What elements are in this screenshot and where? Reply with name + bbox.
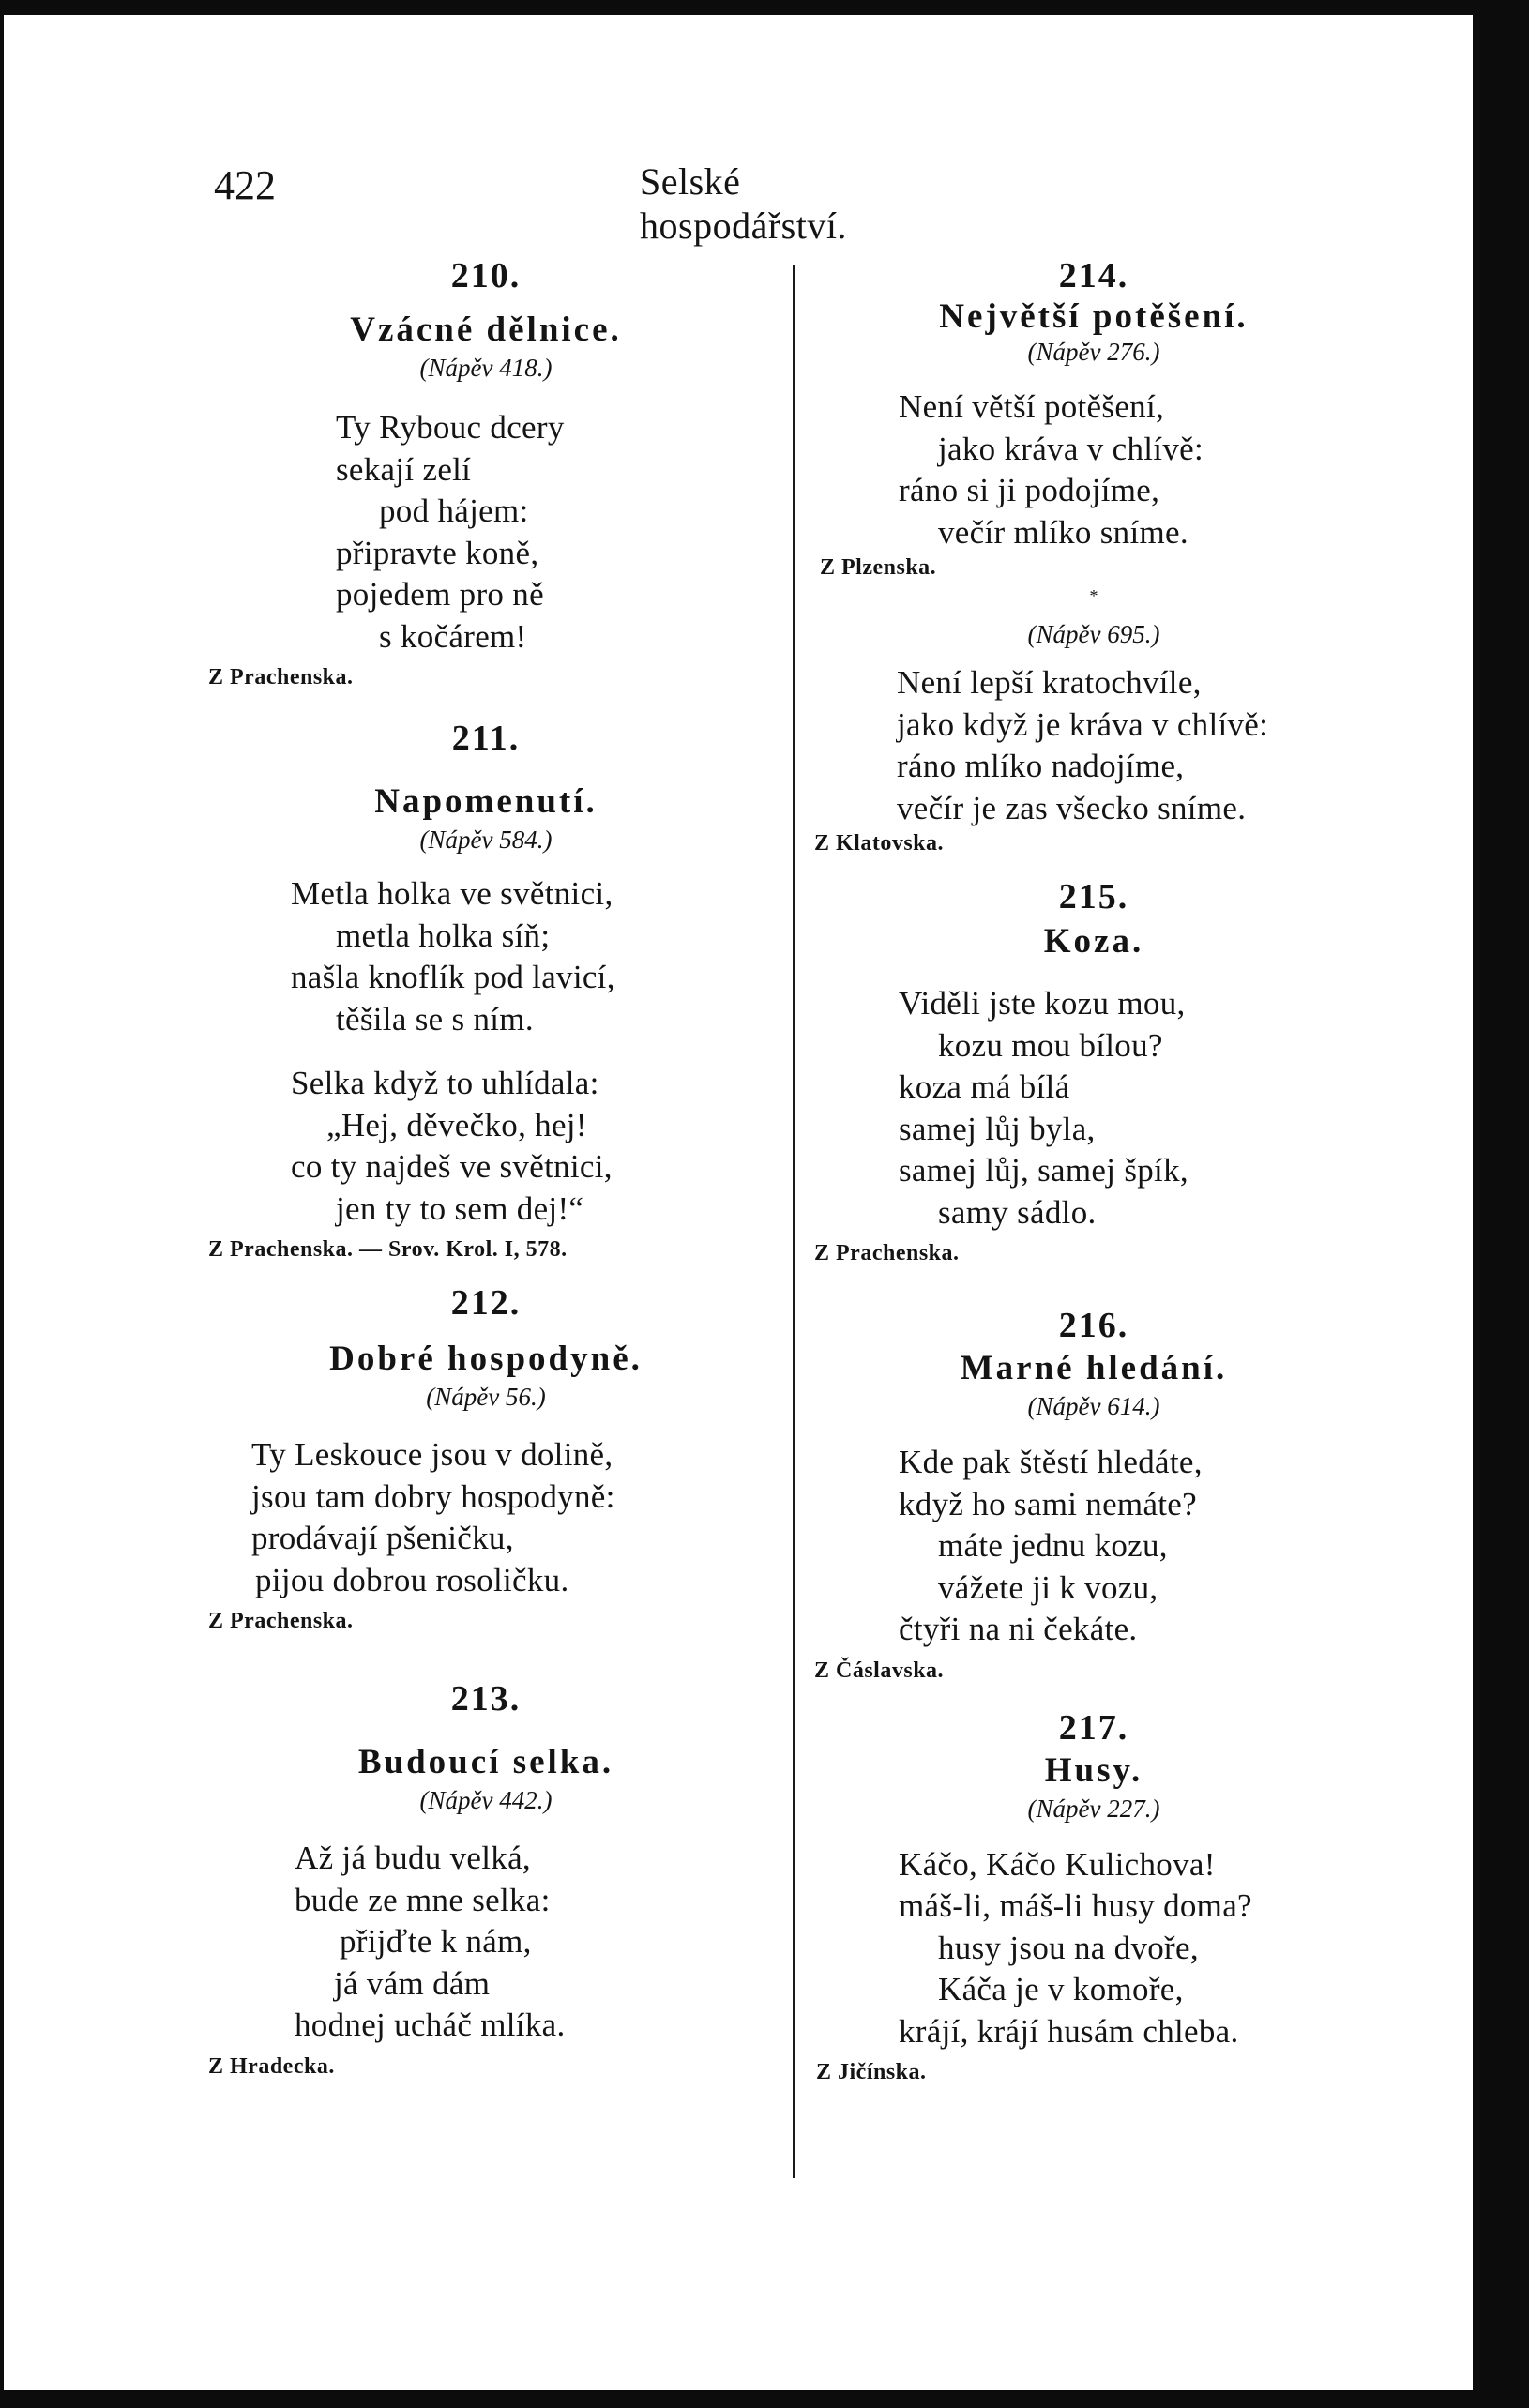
poem-213: [204, 1678, 767, 2081]
verse-line: Viděli jste kozu mou,: [899, 985, 1186, 1022]
poem-title: Vzácné dělnice.: [350, 310, 622, 349]
poem-title: Marné hledání.: [960, 1349, 1228, 1387]
poem-title: Dobré hospodyně.: [329, 1340, 643, 1378]
poem-212: [204, 1282, 767, 1635]
tune-reference: (Nápěv 614.): [1027, 1392, 1160, 1420]
verse-line: hodnej ucháč mlíka.: [295, 2007, 566, 2043]
scan-border-top: [0, 0, 1529, 15]
poem-number: 213.: [450, 1679, 522, 1719]
verse-line: s kočárem!: [379, 617, 527, 655]
tune-reference: (Nápěv 276.): [1027, 338, 1160, 366]
verse-line: pod hájem:: [379, 492, 529, 529]
source-note: Z Prachenska. — Srov. Krol. I, 578.: [208, 1237, 568, 1262]
poem-215: [812, 876, 1375, 1267]
poem-title: Husy.: [1044, 1750, 1143, 1790]
verse-line: Není větší potěšení,: [899, 388, 1165, 425]
verse-line: když ho sami nemáte?: [899, 1485, 1197, 1522]
verse-line: Metla holka ve světnici,: [291, 875, 613, 912]
verse-line: „Hej, děvečko, hej!: [326, 1106, 587, 1143]
verse-line: jako kráva v chlívě:: [938, 430, 1204, 467]
verse-line: metla holka síň;: [336, 916, 551, 954]
column-divider: [793, 265, 795, 2178]
verse: [812, 983, 1375, 1234]
source-note: Z Čáslavska.: [814, 1658, 945, 1683]
verse-line: čtyři na ni čekáte.: [899, 1611, 1138, 1647]
verse-line: našla knoflík pod lavicí,: [291, 959, 615, 995]
verse-line: Není lepší kratochvíle,: [897, 664, 1202, 701]
source-note: Z Prachenska.: [208, 1609, 354, 1633]
source-note: Z Prachenska.: [814, 1241, 960, 1265]
page-number: 422: [214, 162, 276, 208]
verse-line: jsou tam dobry hospodyně:: [251, 1477, 615, 1515]
source-note: Z Prachenska.: [208, 665, 354, 689]
verse: [812, 1844, 1375, 2053]
right-column: [812, 255, 1375, 2086]
verse-line: máte jednu kozu,: [938, 1527, 1168, 1564]
poem-210: [204, 255, 767, 691]
verse-line: pijou dobrou rosoličku.: [255, 1561, 569, 1598]
verse-line: bude ze mne selka:: [295, 1881, 551, 1918]
variant-separator: *: [1089, 586, 1098, 605]
source-note: Z Hradecka.: [208, 2053, 335, 2079]
poem-title: Napomenutí.: [374, 782, 598, 821]
verse-line: Ty Leskouce jsou v dolině,: [251, 1436, 613, 1473]
tune-reference: (Nápěv 442.): [419, 1786, 553, 1814]
left-column: [204, 255, 767, 2081]
poem-title: Koza.: [1043, 922, 1144, 961]
scan-border-bottom: [0, 2390, 1529, 2408]
verse-line: vážete ji k vozu,: [938, 1568, 1158, 1606]
verse-line: ráno mlíko nadojíme,: [897, 748, 1185, 784]
verse-line: těšila se s ním.: [336, 1000, 534, 1037]
scan-border-left: [0, 0, 4, 2408]
running-head: Selské hospodářství.: [640, 160, 847, 247]
verse-line: krájí, krájí husám chleba.: [899, 2012, 1239, 2050]
tune-reference: (Nápěv 695.): [1027, 620, 1160, 648]
verse-line: co ty najdeš ve světnici,: [291, 1148, 613, 1185]
verse-line: já vám dám: [334, 1964, 491, 2002]
verse: [204, 407, 767, 658]
poem-title: Největší potěšení.: [939, 297, 1249, 336]
poem-number: 211.: [451, 719, 521, 758]
tune-reference: (Nápěv 418.): [419, 354, 553, 382]
verse-line: večír mlíko sníme.: [938, 513, 1188, 551]
poem-title: Budoucí selka.: [357, 1743, 614, 1781]
verse-line: samej lůj byla,: [899, 1110, 1096, 1147]
source-note: Z Jičínska.: [816, 2060, 927, 2084]
verse-line: večír je zas všecko sníme.: [897, 789, 1247, 826]
verse-line: Kde pak štěstí hledáte,: [899, 1444, 1203, 1480]
verse-line: máš-li, máš-li husy doma?: [899, 1887, 1252, 1924]
tune-reference: (Nápěv 56.): [426, 1383, 546, 1411]
verse-line: Selka když to uhlídala:: [291, 1065, 599, 1101]
poem-number: 217.: [1058, 1707, 1129, 1748]
scan-border-right: [1473, 0, 1529, 2408]
verse-line: ráno si ji podojíme,: [899, 472, 1160, 508]
verse-line: Káčo, Káčo Kulichova!: [899, 1845, 1216, 1883]
poem-217: [812, 1707, 1375, 2087]
poem-216: [812, 1305, 1375, 1685]
verse: [812, 662, 1375, 829]
verse-line: prodávají pšeničku,: [251, 1520, 514, 1556]
tune-reference: (Nápěv 584.): [419, 825, 553, 854]
poem-211: [204, 718, 767, 1264]
verse: [812, 386, 1375, 553]
poem-number: 214.: [1058, 256, 1129, 295]
verse-line: přijďte k nám,: [340, 1923, 532, 1960]
verse-line: pojedem pro ně: [336, 576, 544, 613]
verse-line: kozu mou bílou?: [938, 1026, 1163, 1064]
verse: [812, 1442, 1375, 1651]
verse-line: koza má bílá: [899, 1068, 1070, 1105]
poem-number: 216.: [1058, 1306, 1129, 1345]
verse-line: samy sádlo.: [938, 1193, 1097, 1231]
source-note: Z Plzenska.: [820, 555, 937, 580]
verse: [204, 1434, 767, 1601]
poem-number: 210.: [450, 256, 522, 295]
poem-214: [812, 255, 1375, 857]
verse-line: Ty Rybouc dcery: [336, 409, 565, 446]
verse-line: připravte koně,: [336, 534, 539, 571]
tune-reference: (Nápěv 227.): [1027, 1794, 1160, 1823]
page-header: [214, 160, 946, 247]
verse: [204, 873, 767, 1230]
source-note: Z Klatovska.: [814, 831, 945, 856]
verse-line: Až já budu velká,: [295, 1840, 531, 1876]
verse-line: jen ty to sem dej!“: [336, 1189, 584, 1227]
poem-number: 212.: [450, 1283, 522, 1323]
verse-line: samej lůj, samej špík,: [899, 1152, 1188, 1189]
verse: [204, 1838, 767, 2047]
verse-line: husy jsou na dvoře,: [938, 1929, 1199, 1966]
verse-line: jako když je kráva v chlívě:: [897, 705, 1269, 743]
verse-line: sekají zelí: [336, 450, 472, 488]
verse-line: Káča je v komoře,: [938, 1971, 1184, 2007]
poem-number: 215.: [1058, 877, 1129, 916]
